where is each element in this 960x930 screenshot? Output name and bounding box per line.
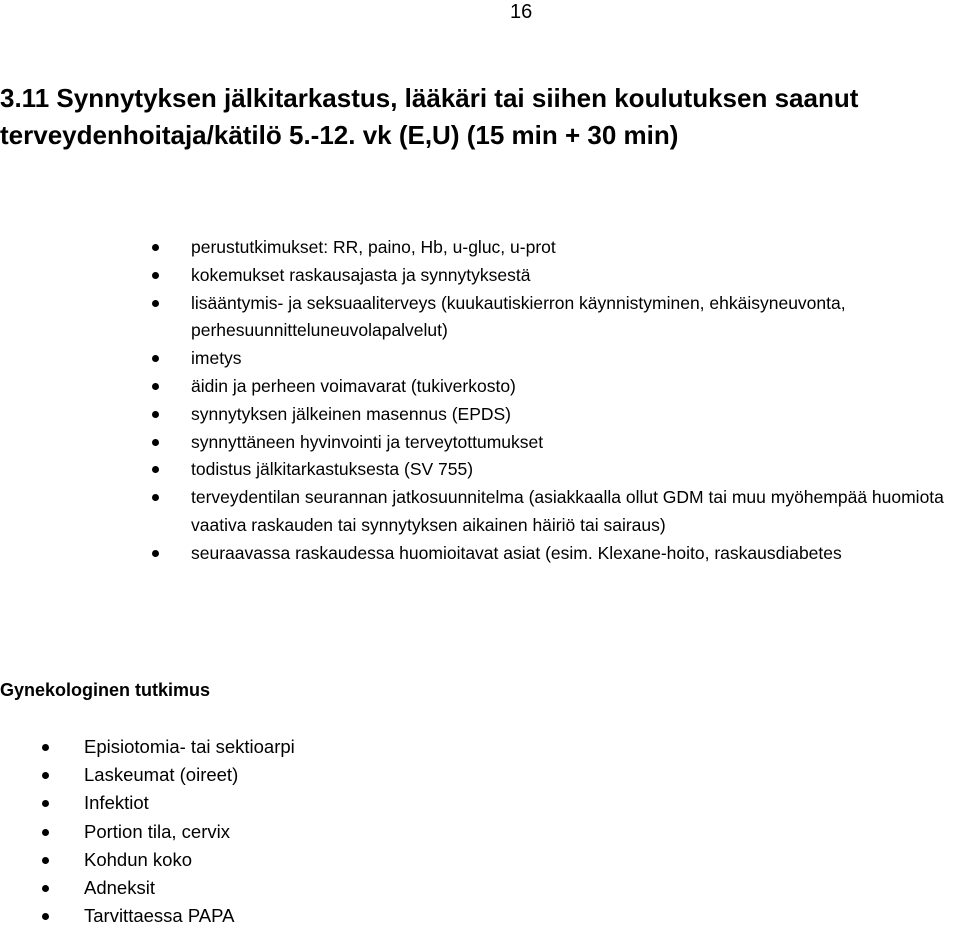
list-item: Infektiot [84,789,944,817]
list-item: synnyttäneen hyvinvointi ja terveytottumukset [191,429,960,457]
section-title: 3.11 Synnytyksen jälkitarkastus, lääkäri tai siihen koulutuksen saanut terveydenhoitaja/kätilö 5.-12. vk (E,U) (15 min + 30 min) [0,83,859,150]
page-number: 16 [510,1,533,23]
list-item: todistus jälkitarkastuksesta (SV 755) [191,456,960,484]
list-item: terveydentilan seurannan jatkosuunnitelma (asiakkaalla ollut GDM tai muu myöhempää huomiota vaativa raskauden tai synnytyksen aikainen häiriö tai sairaus) [191,484,960,540]
list-item: äidin ja perheen voimavarat (tukiverkosto) [191,373,960,401]
list-item: imetys [191,345,960,373]
list-item: Adneksit [84,874,944,902]
list-item: Kohdun koko [84,846,944,874]
list-item: Laskeumat (oireet) [84,761,944,789]
checkup-list [191,234,960,568]
list-item: Episiotomia- tai sektioarpi [84,733,944,761]
list-item: Portion tila, cervix [84,818,944,846]
gynecological-list [84,733,944,930]
list-item: lisääntymis- ja seksuaaliterveys (kuukautiskierron käynnistyminen, ehkäisyneuvonta, perhesuunnitteluneuvolapalvelut) [191,290,960,346]
list-item: perustutkimukset: RR, paino, Hb, u-gluc, u-prot [191,234,960,262]
list-item: seuraavassa raskaudessa huomioitavat asiat (esim. Klexane-hoito, raskausdiabetes [191,540,960,568]
gynecological-heading: Gynekologinen tutkimus [0,680,211,700]
list-item: Tarvittaessa PAPA [84,902,944,930]
list-item: kokemukset raskausajasta ja synnytyksestä [191,262,960,290]
list-item: synnytyksen jälkeinen masennus (EPDS) [191,401,960,429]
